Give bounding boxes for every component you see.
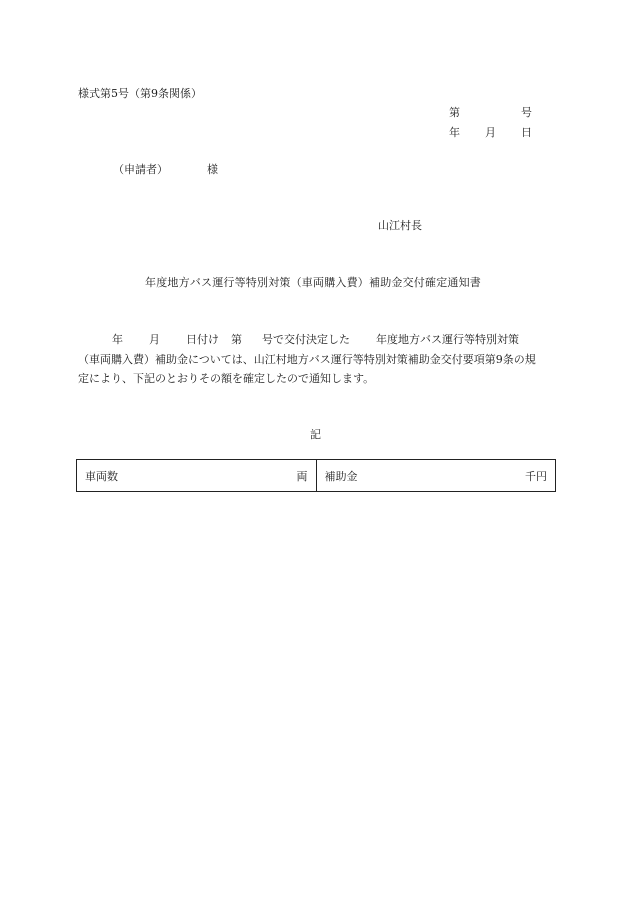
date-month-label: 月 <box>485 126 496 139</box>
document-number-prefix: 第 <box>449 106 460 119</box>
date-year-label: 年 <box>449 126 460 139</box>
notice-body <box>78 330 558 389</box>
recipient-label: （申請者） <box>113 163 168 176</box>
subsidy-label: 補助金 <box>324 469 358 483</box>
issuer-name: 山江村長 <box>378 219 422 232</box>
ki-heading: 記 <box>310 428 321 441</box>
vehicles-cell <box>77 460 316 491</box>
body-dated: 日付け <box>186 333 219 346</box>
body-line-3: 定により、下記のとおりその額を確定したので通知します。 <box>78 372 375 385</box>
summary-table <box>76 459 556 492</box>
body-number-prefix: 第 <box>231 333 242 346</box>
vehicles-unit: 両 <box>296 469 308 483</box>
subsidy-cell <box>316 460 556 491</box>
vehicles-label: 車両数 <box>85 469 118 483</box>
document-number-suffix: 号 <box>521 106 532 119</box>
body-line-2: （車両購入費）補助金については、山江村地方バス運行等特別対策補助金交付要項第9条の規 <box>78 352 536 366</box>
document-title: 年度地方バス運行等特別対策（車両購入費）補助金交付確定通知書 <box>145 276 481 289</box>
form-label: 様式第5号（第9条関係） <box>78 87 202 100</box>
body-year: 年 <box>112 333 123 346</box>
date-day-label: 日 <box>521 126 532 139</box>
body-program: 年度地方バス運行等特別対策 <box>376 333 519 346</box>
recipient-honorific: 様 <box>207 163 218 176</box>
body-line-1 <box>78 330 558 350</box>
body-month: 月 <box>149 333 160 346</box>
body-decision: 号で交付決定した <box>262 333 350 346</box>
subsidy-unit: 千円 <box>525 469 547 483</box>
